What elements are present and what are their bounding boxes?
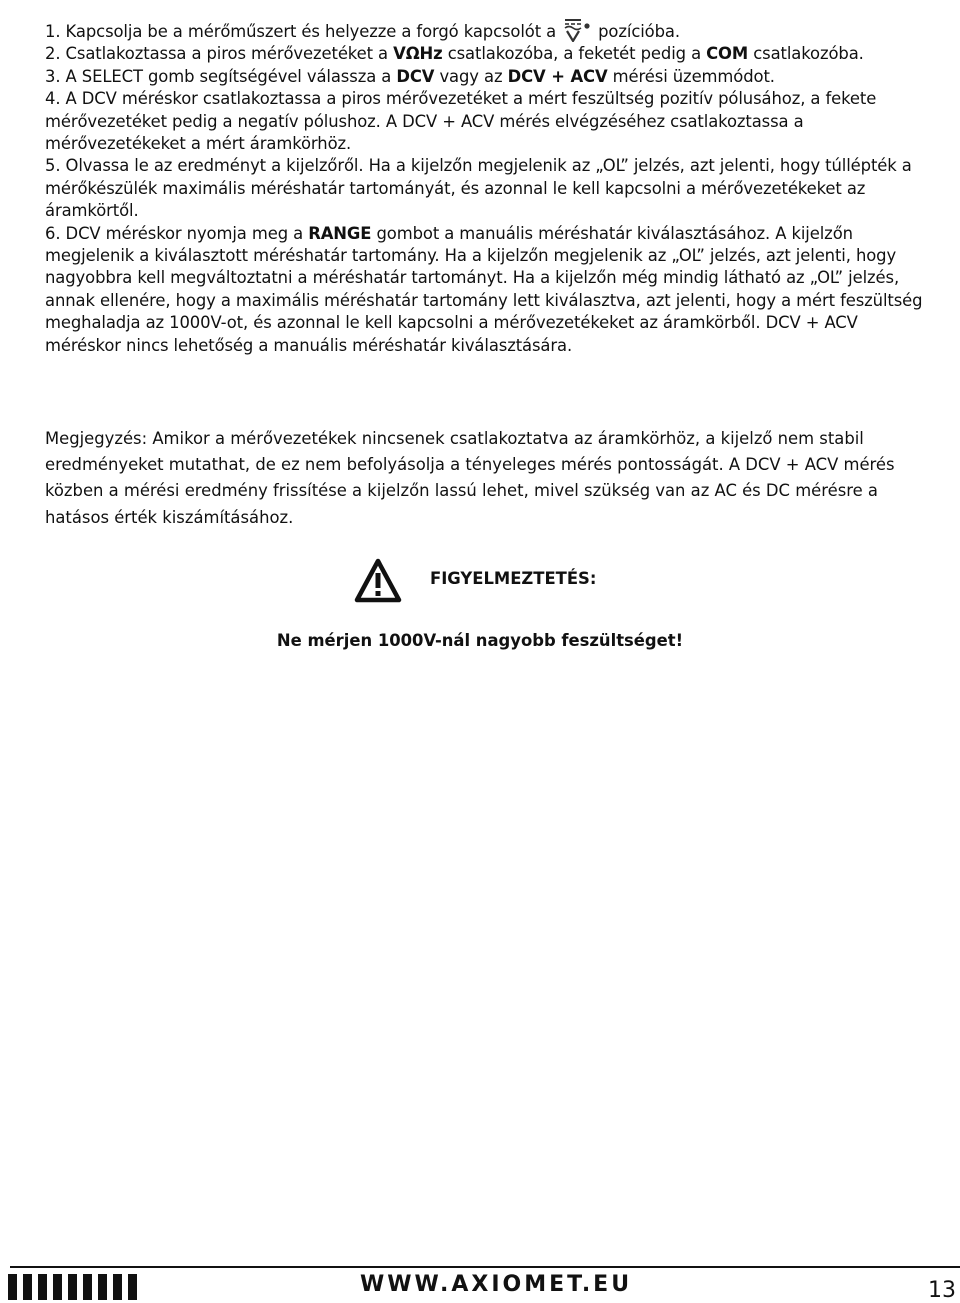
- page-number: 13: [928, 1278, 956, 1303]
- dcv-mode-label: DCV: [396, 66, 435, 86]
- dcv-acv-mode-label: DCV + ACV: [507, 66, 608, 86]
- step-6-text-rest: gombot a manuális méréshatár kiválasztásához. A kijelzőn megjelenik a kiválasztott méréshatár tartomány. Ha a kijelzőn megjelenik az „OL” jelzés, azt jelenti, hogy nagyobbra kell megváltoztatni a méréshatár tartományt. Ha a kijelzőn még mindig látható az „OL” jelzés, annak ellenére, hogy a maximális méréshatár tartomány lett kiválasztva, azt jelenti, hogy a mért feszültség meghaladja az 1000V-ot, és azonnal le kell kapcsolni a mérővezetékeket az áramkörből. DCV + ACV méréskor nincs lehetőség a manuális méréshatár kiválasztására.: [45, 223, 923, 355]
- step-5: 5. Olvassa le az eredményt a kijelzőről. Ha a kijelzőn megjelenik az „OL” jelzés, azt jelenti, hogy túllépték a mérőkészülék maximális méréshatár tartományát, és azonnal le kell kapcsolni a mérővezetékeket az áramkörtől.: [45, 156, 912, 221]
- warning-triangle-icon: [354, 558, 402, 604]
- step-6-text: 6. DCV méréskor nyomja meg a: [45, 223, 309, 243]
- warning-title: FIGYELMEZTETÉS:: [430, 569, 597, 588]
- step-2: [45, 43, 925, 65]
- com-socket-label: COM: [706, 44, 749, 64]
- step-6: [45, 223, 925, 357]
- website-link[interactable]: WWW.AXIOMET.EU: [360, 1272, 633, 1297]
- step-1-text: 1. Kapcsolja be a mérőműszert és helyezze a forgó kapcsolót a: [45, 22, 557, 41]
- step-3: [45, 66, 925, 88]
- footer-divider: [10, 1266, 960, 1268]
- instruction-steps: [45, 18, 925, 357]
- step-2-text-mid: csatlakozóba, a feketét pedig a: [442, 44, 707, 64]
- step-4: 4. A DCV méréskor csatlakoztassa a piros mérővezetéket a mért feszültség pozitív pólusához, a fekete mérővezetéket pedig a negatív pólushoz. A DCV + ACV mérés elvégzéséhez csatlakoztassa a mérővezetékeket a mért áramkörhöz.: [45, 89, 877, 154]
- step-2-text: 2. Csatlakoztassa a piros mérővezetéket a: [45, 44, 394, 64]
- step-1: [45, 18, 925, 43]
- barcode-logo: [8, 1274, 143, 1300]
- step-3-text-end: mérési üzemmódot.: [607, 66, 775, 86]
- step-1-text-end: pozícióba.: [598, 22, 680, 41]
- note-paragraph: [45, 426, 925, 531]
- step-3-text-mid: vagy az: [434, 66, 508, 86]
- warning-text: Ne mérjen 1000V-nál nagyobb feszültséget!: [276, 631, 684, 650]
- note-text: Megjegyzés: Amikor a mérővezetékek nincsenek csatlakoztatva az áramkörhöz, a kijelző nem stabil eredményeket mutathat, de ez nem befolyásolja a tényeleges mérés pontosságát. A DCV + ACV mérés közben a mérési eredmény frissítése a kijelzőn lassú lehet, mivel szükség van az AC és DC mérésre a hatásos érték kiszámításához.: [45, 429, 895, 527]
- step-3-text: 3. A SELECT gomb segítségével válassza a: [45, 66, 397, 86]
- range-button-label: RANGE: [308, 223, 372, 243]
- step-2-text-end: csatlakozóba.: [748, 44, 864, 64]
- voltmeter-dc-ac-icon: [560, 18, 594, 42]
- page-footer: [0, 1262, 960, 1302]
- vohz-socket-label: VΩHz: [393, 44, 443, 64]
